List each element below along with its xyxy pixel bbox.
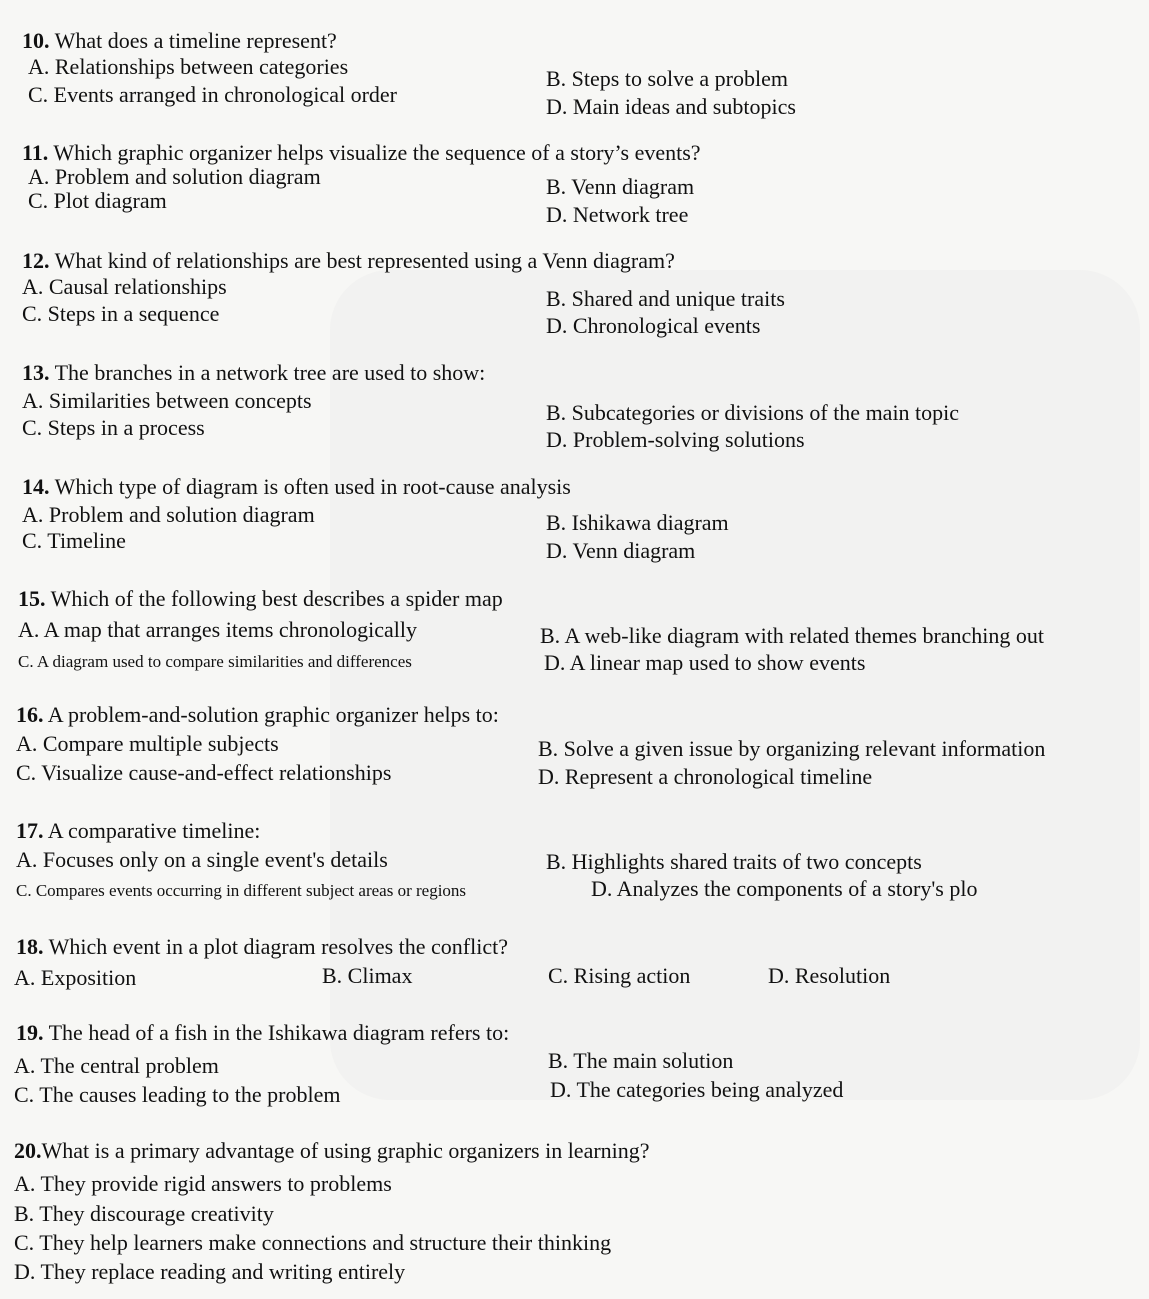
option-a: A. Exposition: [14, 965, 137, 990]
option-d: D. Main ideas and subtopics: [546, 94, 796, 119]
option-c: C. Steps in a sequence: [22, 301, 220, 326]
option-b: B. Venn diagram: [546, 174, 695, 199]
option-c: C. Timeline: [22, 528, 126, 553]
question-number: 10.: [22, 28, 50, 53]
option-d: D. They replace reading and writing entirely: [14, 1259, 406, 1284]
option-a: A. A map that arranges items chronologically: [18, 617, 417, 642]
option-c: C. Events arranged in chronological order: [28, 82, 397, 107]
option-d: D. Resolution: [768, 963, 891, 988]
option-c: C. A diagram used to compare similarities and differences: [18, 652, 412, 671]
option-c: C. The causes leading to the problem: [14, 1082, 341, 1107]
option-d: D. A linear map used to show events: [544, 650, 866, 675]
question-number: 13.: [22, 360, 50, 385]
question-text: What is a primary advantage of using graphic organizers in learning?: [41, 1138, 650, 1163]
question-text: What does a timeline represent?: [54, 28, 337, 53]
option-b: B. The main solution: [548, 1048, 734, 1073]
question-text: Which event in a plot diagram resolves the conflict?: [48, 934, 508, 959]
option-d: D. Venn diagram: [546, 538, 696, 563]
question-text: A comparative timeline:: [47, 818, 261, 843]
question-number: 19.: [16, 1020, 44, 1045]
option-c: C. Plot diagram: [28, 188, 167, 213]
background-bleed-through: [330, 270, 1140, 1100]
question-number: 14.: [22, 474, 50, 499]
option-b: B. Shared and unique traits: [546, 286, 785, 311]
option-d: D. Represent a chronological timeline: [538, 764, 873, 789]
option-d: D. Chronological events: [546, 313, 761, 338]
option-a: A. Problem and solution diagram: [22, 502, 315, 527]
option-c: C. Compares events occurring in different subject areas or regions: [16, 881, 467, 900]
option-a: A. Focuses only on a single event's details: [16, 847, 388, 872]
option-b: B. Climax: [322, 963, 413, 988]
question-number: 11.: [22, 140, 49, 165]
question-text: Which graphic organizer helps visualize the sequence of a story’s events?: [53, 140, 701, 165]
option-a: A. Causal relationships: [22, 274, 227, 299]
option-c: C. Steps in a process: [22, 415, 205, 440]
option-d: D. Analyzes the components of a story's plo: [591, 876, 978, 901]
option-b: B. They discourage creativity: [14, 1201, 274, 1226]
question-text: The branches in a network tree are used to show:: [54, 360, 486, 385]
option-a: A. Problem and solution diagram: [28, 164, 321, 189]
option-b: B. A web-like diagram with related themes branching out: [540, 623, 1045, 648]
option-b: B. Steps to solve a problem: [546, 66, 788, 91]
question-text: Which type of diagram is often used in root-cause analysis: [54, 474, 571, 499]
question-number: 12.: [22, 248, 50, 273]
option-b: B. Solve a given issue by organizing relevant information: [538, 736, 1046, 761]
question-number: 18.: [16, 934, 44, 959]
question-number: 17.: [16, 818, 44, 843]
question-text: Which of the following best describes a spider map: [50, 586, 503, 611]
question-text: What kind of relationships are best represented using a Venn diagram?: [54, 248, 675, 273]
question-number: 15.: [18, 586, 46, 611]
question-number: 20.: [14, 1138, 42, 1163]
option-a: A. Compare multiple subjects: [16, 731, 279, 756]
option-b: B. Ishikawa diagram: [546, 510, 729, 535]
option-c: C. They help learners make connections and structure their thinking: [14, 1230, 612, 1255]
option-a: A. Relationships between categories: [28, 54, 349, 79]
option-b: B. Highlights shared traits of two concepts: [546, 849, 922, 874]
option-d: D. Network tree: [546, 202, 689, 227]
option-c: C. Rising action: [548, 963, 691, 988]
option-d: D. The categories being analyzed: [550, 1077, 844, 1102]
option-c: C. Visualize cause-and-effect relationships: [16, 760, 392, 785]
option-d: D. Problem-solving solutions: [546, 427, 805, 452]
question-text: A problem-and-solution graphic organizer helps to:: [47, 702, 499, 727]
question-text: The head of a fish in the Ishikawa diagram refers to:: [48, 1020, 510, 1045]
option-b: B. Subcategories or divisions of the main topic: [546, 400, 960, 425]
option-a: A. Similarities between concepts: [22, 388, 312, 413]
option-a: A. They provide rigid answers to problems: [14, 1171, 392, 1196]
question-number: 16.: [16, 702, 44, 727]
option-a: A. The central problem: [14, 1053, 219, 1078]
